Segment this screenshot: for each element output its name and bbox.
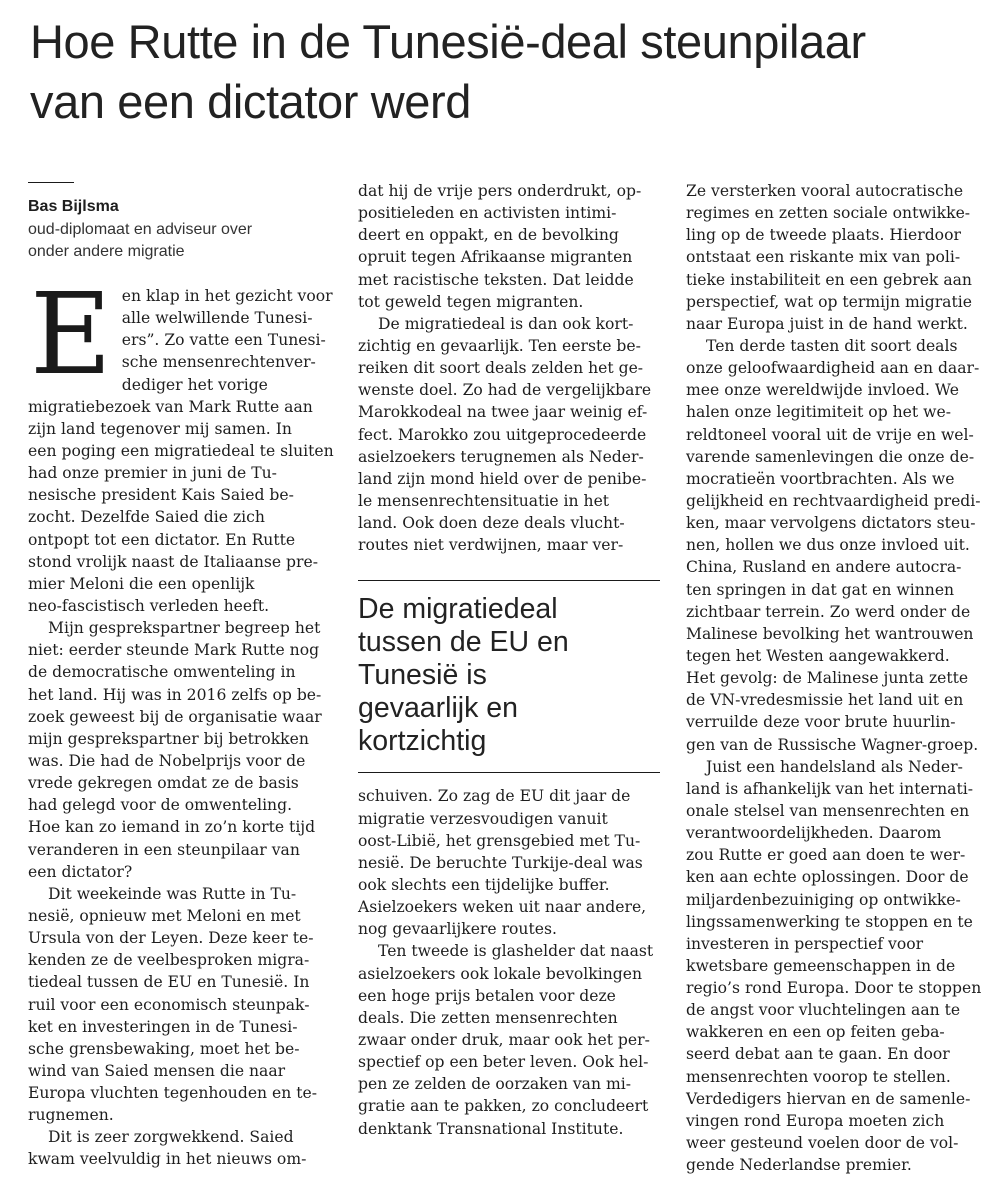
text-line: ken, maar vervolgens dictators steu- [686,514,976,533]
text-line: Ten tweede is glashelder dat naast [378,942,654,961]
text-line: miljardenbezuiniging op ontwikke- [686,890,961,909]
text-line: Ursula von der Leyen. Deze keer te- [28,929,314,948]
text-line: positieleden en activisten intimi- [358,204,617,223]
text-line: nog gevaarlijkere routes. [358,920,557,939]
intro-paragraph [28,270,334,1171]
pull-quote-line: Tunesië is [358,659,487,692]
text-line: schuiven. Zo zag de EU dit jaar de [358,787,631,806]
text-line: ten springen in dat gat en winnen [686,580,955,599]
pull-quote-line: tussen de EU en [358,626,569,659]
text-line: pen ze zelden de oorzaken van mi- [358,1075,631,1094]
text-line: rugnemen. [28,1106,114,1125]
author-role-line: onder andere migratie [28,243,185,260]
text-line: land. Ook doen deze deals vlucht- [358,514,625,533]
text-line: en klap in het gezicht voor [121,287,333,305]
text-line: tiedeal tussen de EU en Tunesië. In [28,973,310,992]
text-line: nesië, opnieuw met Meloni en met [28,906,301,925]
text-line: kenden ze de veelbesproken migra- [28,951,310,970]
text-line: Dit is zeer zorgwekkend. Saied [48,1128,294,1147]
headline-line: Hoe Rutte in de Tunesië-deal steunpilaar [30,15,866,68]
text-line: zou Rutte er goed aan doen te wer- [686,846,966,865]
text-line: Dit weekeinde was Rutte in Tu- [48,884,297,903]
article-headline [30,12,1000,132]
text-line: Asielzoekers weken uit naar andere, [358,898,647,917]
text-line: Ze versterken vooral autocratische [686,182,964,200]
text-line: migratie verzesvoudigen vanuit [358,809,608,828]
text-line: Marokkodeal na twee jaar weinig ef- [358,403,648,422]
text-line: De migratiedeal is dan ook kort- [378,314,634,333]
text-line: ontstaat een riskante mix van poli- [686,248,961,267]
text-line: ket en investeringen in de Tunesi- [28,1017,298,1036]
text-line: veranderen in een steunpilaar van [28,840,300,859]
text-line: gen van de Russische Wagner-groep. [686,735,979,754]
text-line: oost-Libië, het grensgebied met Tu- [358,831,641,850]
text-line: was. Die had de Nobelprijs voor de [28,751,306,770]
text-line: alle welwillende Tunesi- [121,309,313,328]
text-line: wakkeren en een op feiten geba- [686,1023,945,1042]
text-line: halen onze legitimiteit op het we- [686,403,951,422]
text-line: de angst voor vluchtelingen aan te [686,1001,961,1020]
text-line: investeren in perspectief voor [686,934,924,953]
text-line: asielzoekers terugnemen als Neder- [358,447,644,466]
text-line: mijn gesprekspartner bij betrokken [28,729,309,748]
text-line: zwaar onder druk, maar ook het per- [358,1030,650,1049]
text-line: verantwoordelijkheden. Daarom [686,824,942,843]
pull-quote-line: De migratiedeal [358,593,558,626]
text-line: sche mensenrechtenver- [121,353,316,372]
text-line: ook slechts een tijdelijke buffer. [358,875,610,894]
text-line: mocratieën voortbrachten. Als we [686,469,955,488]
article-column-3 [686,180,984,1176]
text-line: reiken dit soort deals zelden het ge- [358,359,644,378]
text-line: mee onze wereldwijde invloed. We [686,381,959,400]
text-line: vrede gekregen omdat ze de basis [28,774,299,793]
text-line: Hoe kan zo iemand in zo’n korte tijd [28,818,316,837]
text-line: Juist een handelsland als Neder- [706,757,963,776]
text-line: le mensenrechtensituatie in het [358,491,610,510]
text-line: nesië. De beruchte Turkije-deal was [358,853,643,872]
text-line: tegen het Westen aangewakkerd. [686,646,950,665]
text-line: onale stelsel van mensenrechten en [686,801,970,820]
text-line: migratiebezoek van Mark Rutte aan [28,397,313,416]
text-line: zichtig en gevaarlijk. Ten eerste be- [358,336,641,355]
text-line: weer gesteund voelen door de vol- [686,1134,959,1153]
text-line: dediger het vorige [121,375,268,394]
text-line: lingssamenwerking te stoppen en te [686,912,973,931]
text-line: spectief op een beter leven. Ook hel- [358,1053,649,1072]
text-line: seerd debat aan te gaan. En door [686,1045,950,1064]
text-line: routes niet verdwijnen, maar ver- [358,536,624,555]
text-line: perspectief, wat op termijn migratie [686,292,972,311]
text-line: had onze premier in juni de Tu- [28,464,277,483]
text-line: tieke instabiliteit en een gebrek aan [686,270,972,289]
text-line: neo-fascistisch verleden heeft. [28,596,270,615]
article-column-2 [358,180,660,1140]
pull-quote [358,580,660,773]
text-line: deert en oppakt, en de bevolking [358,226,619,245]
text-line: land zijn mond hield over de penibe- [358,469,647,488]
text-line: Europa vluchten tegenhouden en te- [28,1084,318,1103]
article-column-1 [28,180,334,1171]
text-line: verruilde deze voor brute huurlin- [686,713,956,732]
text-line: de VN-vredesmissie het land uit en [686,691,964,710]
text-line: zijn land tegenover mij samen. In [28,419,292,438]
text-line: land is afhankelijk van het internati- [686,779,973,798]
text-line: Mijn gesprekspartner begreep het [48,619,321,638]
text-line: sche grensbewaking, moet het be- [28,1039,300,1058]
author-role-line: oud-diplomaat en adviseur over [28,221,253,238]
text-line: regimes en zetten sociale ontwikke- [686,204,971,223]
text-line: fect. Marokko zou uitgeprocedeerde [358,425,647,444]
pull-quote-line: gevaarlijk en [358,692,519,725]
text-line: asielzoekers ook lokale bevolkingen [358,964,643,983]
text-line: het land. Hij was in 2016 zelfs op be- [28,685,322,704]
text-line: een dictator? [28,862,133,881]
text-line: de democratische omwenteling in [28,663,296,682]
text-line: wenste doel. Zo had de vergelijkbare [358,381,652,400]
text-line: naar Europa juist in de hand werkt. [686,314,968,333]
text-line: denktank Transnational Institute. [358,1119,624,1138]
text-line: kwetsbare gemeenschappen in de [686,956,956,975]
text-line: wind van Saied mensen die naar [28,1061,286,1080]
text-line: nesische president Kais Saied be- [28,486,294,505]
text-line: mensenrechten voorop te stellen. [686,1067,951,1086]
text-line: zoek geweest bij de organisatie waar [28,707,322,726]
text-line: nen, hollen we dus onze invloed uit. [686,536,970,555]
text-line: met racistische teksten. Dat leidde [358,270,634,289]
text-line: varende samenlevingen die onze de- [686,447,975,466]
text-line: kwam veelvuldig in het nieuws om- [28,1150,307,1169]
text-line: opruit tegen Afrikaanse migranten [358,248,633,267]
text-line: stond vrolijk naast de Italiaanse pre- [28,552,318,571]
text-line: Malinese bevolking het wantrouwen [686,624,974,643]
author-name: Bas Bijlsma [28,198,119,215]
text-line: ling op de tweede plaats. Hierdoor [686,226,961,245]
text-line: zocht. Dezelfde Saied die zich [28,508,265,527]
text-line: dat hij de vrije pers onderdrukt, op- [358,182,642,200]
text-line: ers”. Zo vatte een Tunesi- [121,331,326,350]
text-line: Verdedigers hiervan en de samenle- [686,1089,971,1108]
text-line: niet: eerder steunde Mark Rutte nog [28,641,320,660]
text-line: ruil voor een economisch steunpak- [28,995,310,1014]
text-line: onze geloofwaardigheid aan en daar- [686,359,980,378]
text-line: Ten derde tasten dit soort deals [706,336,958,355]
text-line: deals. Die zetten mensenrechten [358,1008,618,1027]
text-line: zichtbaar terrein. Zo werd onder de [686,602,971,621]
text-line: ontpopt tot een dictator. En Rutte [28,530,296,549]
headline-line: van een dictator werd [30,75,471,128]
text-line: tot geweld tegen migranten. [358,292,584,311]
text-line: China, Rusland en andere autocra- [686,558,962,577]
text-line: gelijkheid en rechtvaardigheid predi- [686,491,981,510]
text-line: reldtoneel vooral uit de vrije en wel- [686,425,974,444]
text-line: regio’s rond Europa. Door te stoppen [686,979,982,998]
drop-cap: E [30,270,112,400]
pull-quote-line: kortzichtig [358,725,487,758]
text-line: had gelegd voor de omwenteling. [28,796,293,815]
text-line: vingen rond Europa moeten zich [686,1111,945,1130]
text-line: een poging een migratiedeal te sluiten [28,441,334,460]
text-line: Het gevolg: de Malinese junta zette [686,669,969,688]
byline-rule [28,182,74,183]
text-line: gratie aan te pakken, zo concludeert [358,1097,649,1116]
text-line: gende Nederlandse premier. [686,1156,912,1175]
text-line: een hoge prijs betalen voor deze [358,986,616,1005]
text-line: ken aan echte oplossingen. Door de [686,868,969,887]
text-line: mier Meloni die een openlijk [28,574,255,593]
